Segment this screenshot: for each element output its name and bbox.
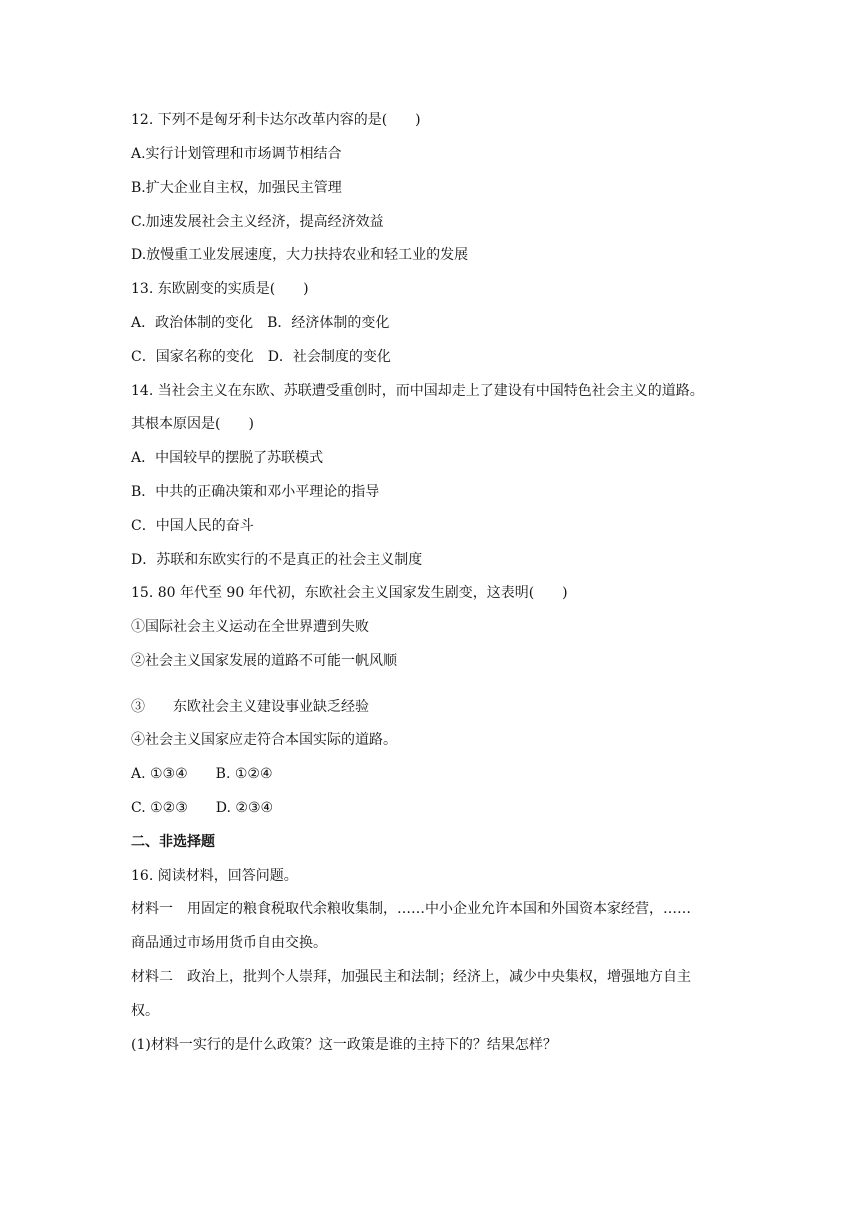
question-15-statement-4: ④社会主义国家应走符合本国实际的道路。 [131,732,397,748]
question-12-option-c: C.加速发展社会主义经济，提高经济效益 [131,214,384,230]
question-12-option-b: B.扩大企业自主权，加强民主管理 [131,180,342,196]
section-heading: 二、非选择题 [131,834,215,850]
question-12-option-a: A.实行计划管理和市场调节相结合 [131,146,342,162]
question-13: 13. 东欧剧变的实质是( ) [131,281,309,297]
question-13-options-ab: A．政治体制的变化 B．经济体制的变化 [131,315,390,331]
question-12-option-d: D.放慢重工业发展速度，大力扶持农业和轻工业的发展 [131,247,469,263]
question-14-option-b: B．中共的正确决策和邓小平理论的指导 [131,484,380,500]
question-14-option-d: D．苏联和东欧实行的不是真正的社会主义制度 [131,552,423,568]
question-14-option-a: A．中国较早的摆脱了苏联模式 [131,450,324,466]
material-1-line-1: 材料一 用固定的粮食税取代余粮收集制，……中小企业允许本国和外国资本家经营，…… [131,901,691,917]
question-14-option-c: C．中国人民的奋斗 [131,518,254,534]
question-16-part-1: (1)材料一实行的是什么政策？这一政策是谁的主持下的？结果怎样？ [131,1037,557,1053]
question-15-statement-2: ②社会主义国家发展的道路不可能一帆风顺 [131,653,397,669]
question-15-statement-3: ③ 东欧社会主义建设事业缺乏经验 [131,699,369,715]
material-2-line-2: 权。 [131,1003,159,1019]
material-1-line-2: 商品通过市场用货币自由交换。 [131,935,327,951]
question-15-statement-1: ①国际社会主义运动在全世界遭到失败 [131,619,369,635]
question-15: 15. 80 年代至 90 年代初，东欧社会主义国家发生剧变，这表明( ) [131,585,568,601]
question-14-line-2: 其根本原因是( ) [131,416,254,432]
question-15-options-cd: C. ①②③ D. ②③④ [131,800,274,816]
question-16: 16. 阅读材料，回答问题。 [131,868,298,884]
question-12: 12. 下列不是匈牙利卡达尔改革内容的是( ) [131,112,421,128]
question-13-options-cd: C．国家名称的变化 D．社会制度的变化 [131,349,391,365]
question-14-line-1: 14. 当社会主义在东欧、苏联遭受重创时，而中国却走上了建设有中国特色社会主义的道路。 [131,383,704,399]
question-15-options-ab: A. ①③④ B. ①②④ [131,766,273,782]
material-2-line-1: 材料二 政治上，批判个人崇拜，加强民主和法制；经济上，减少中央集权，增强地方自主 [131,969,691,985]
